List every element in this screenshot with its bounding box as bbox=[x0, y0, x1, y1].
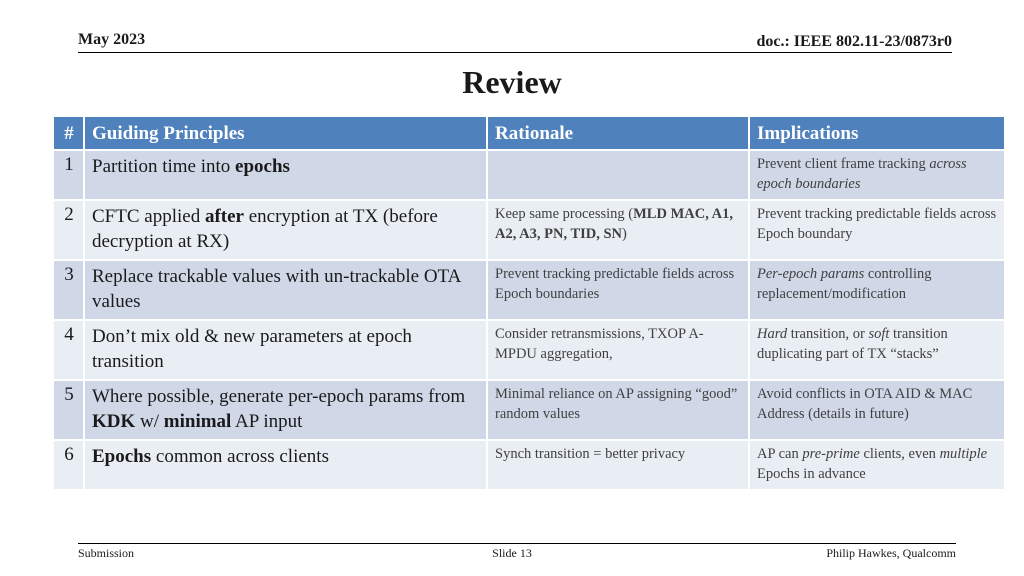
table-row bbox=[53, 150, 1005, 200]
row-number: 3 bbox=[53, 260, 84, 320]
slide-title: Review bbox=[462, 64, 562, 100]
principle-cell: Partition time into epochs bbox=[84, 150, 487, 200]
row-number: 1 bbox=[53, 150, 84, 200]
rationale-cell: Synch transition = better privacy bbox=[487, 440, 749, 490]
footer-author: Philip Hawkes, Qualcomm bbox=[826, 546, 956, 560]
header-rationale: Rationale bbox=[487, 116, 749, 150]
table-row bbox=[53, 260, 1005, 320]
implications-cell: Hard transition, or soft transition duplicating part of TX “stacks” bbox=[749, 320, 1005, 380]
rationale-cell: Prevent tracking predictable fields across Epoch boundaries bbox=[487, 260, 749, 320]
footer-rule bbox=[78, 543, 956, 544]
header-guiding-principles: Guiding Principles bbox=[84, 116, 487, 150]
implications-cell: Prevent tracking predictable fields across Epoch boundary bbox=[749, 200, 1005, 260]
footer-slide-number: Slide 13 bbox=[492, 546, 532, 560]
rationale-cell: Keep same processing (MLD MAC, A1, A2, A3, PN, TID, SN) bbox=[487, 200, 749, 260]
header-rule bbox=[78, 52, 952, 53]
rationale-cell bbox=[487, 150, 749, 200]
principle-cell: Where possible, generate per-epoch params from KDK w/ minimal AP input bbox=[84, 380, 487, 440]
header-implications: Implications bbox=[749, 116, 1005, 150]
header-doc-id: doc.: IEEE 802.11-23/0873r0 bbox=[756, 33, 952, 50]
row-number: 2 bbox=[53, 200, 84, 260]
implications-cell: Avoid conflicts in OTA AID & MAC Address (details in future) bbox=[749, 380, 1005, 440]
table-row bbox=[53, 440, 1005, 490]
rationale-cell: Minimal reliance on AP assigning “good” random values bbox=[487, 380, 749, 440]
rationale-cell: Consider retransmissions, TXOP A-MPDU aggregation, bbox=[487, 320, 749, 380]
implications-cell: AP can pre-prime clients, even multiple Epochs in advance bbox=[749, 440, 1005, 490]
principle-cell: Replace trackable values with un-trackable OTA values bbox=[84, 260, 487, 320]
principle-cell: Epochs common across clients bbox=[84, 440, 487, 490]
row-number: 4 bbox=[53, 320, 84, 380]
implications-cell: Prevent client frame tracking across epoch boundaries bbox=[749, 150, 1005, 200]
footer-submission: Submission bbox=[78, 546, 135, 560]
implications-cell: Per-epoch params controlling replacement/modification bbox=[749, 260, 1005, 320]
row-number: 5 bbox=[53, 380, 84, 440]
header-date: May 2023 bbox=[78, 31, 146, 48]
table-row bbox=[53, 200, 1005, 260]
table-header-row bbox=[53, 116, 1005, 150]
table-row bbox=[53, 380, 1005, 440]
table-row bbox=[53, 320, 1005, 380]
review-table bbox=[52, 115, 1006, 491]
principle-cell: Don’t mix old & new parameters at epoch transition bbox=[84, 320, 487, 380]
principle-cell: CFTC applied after encryption at TX (before decryption at RX) bbox=[84, 200, 487, 260]
header-num: # bbox=[53, 116, 84, 150]
row-number: 6 bbox=[53, 440, 84, 490]
